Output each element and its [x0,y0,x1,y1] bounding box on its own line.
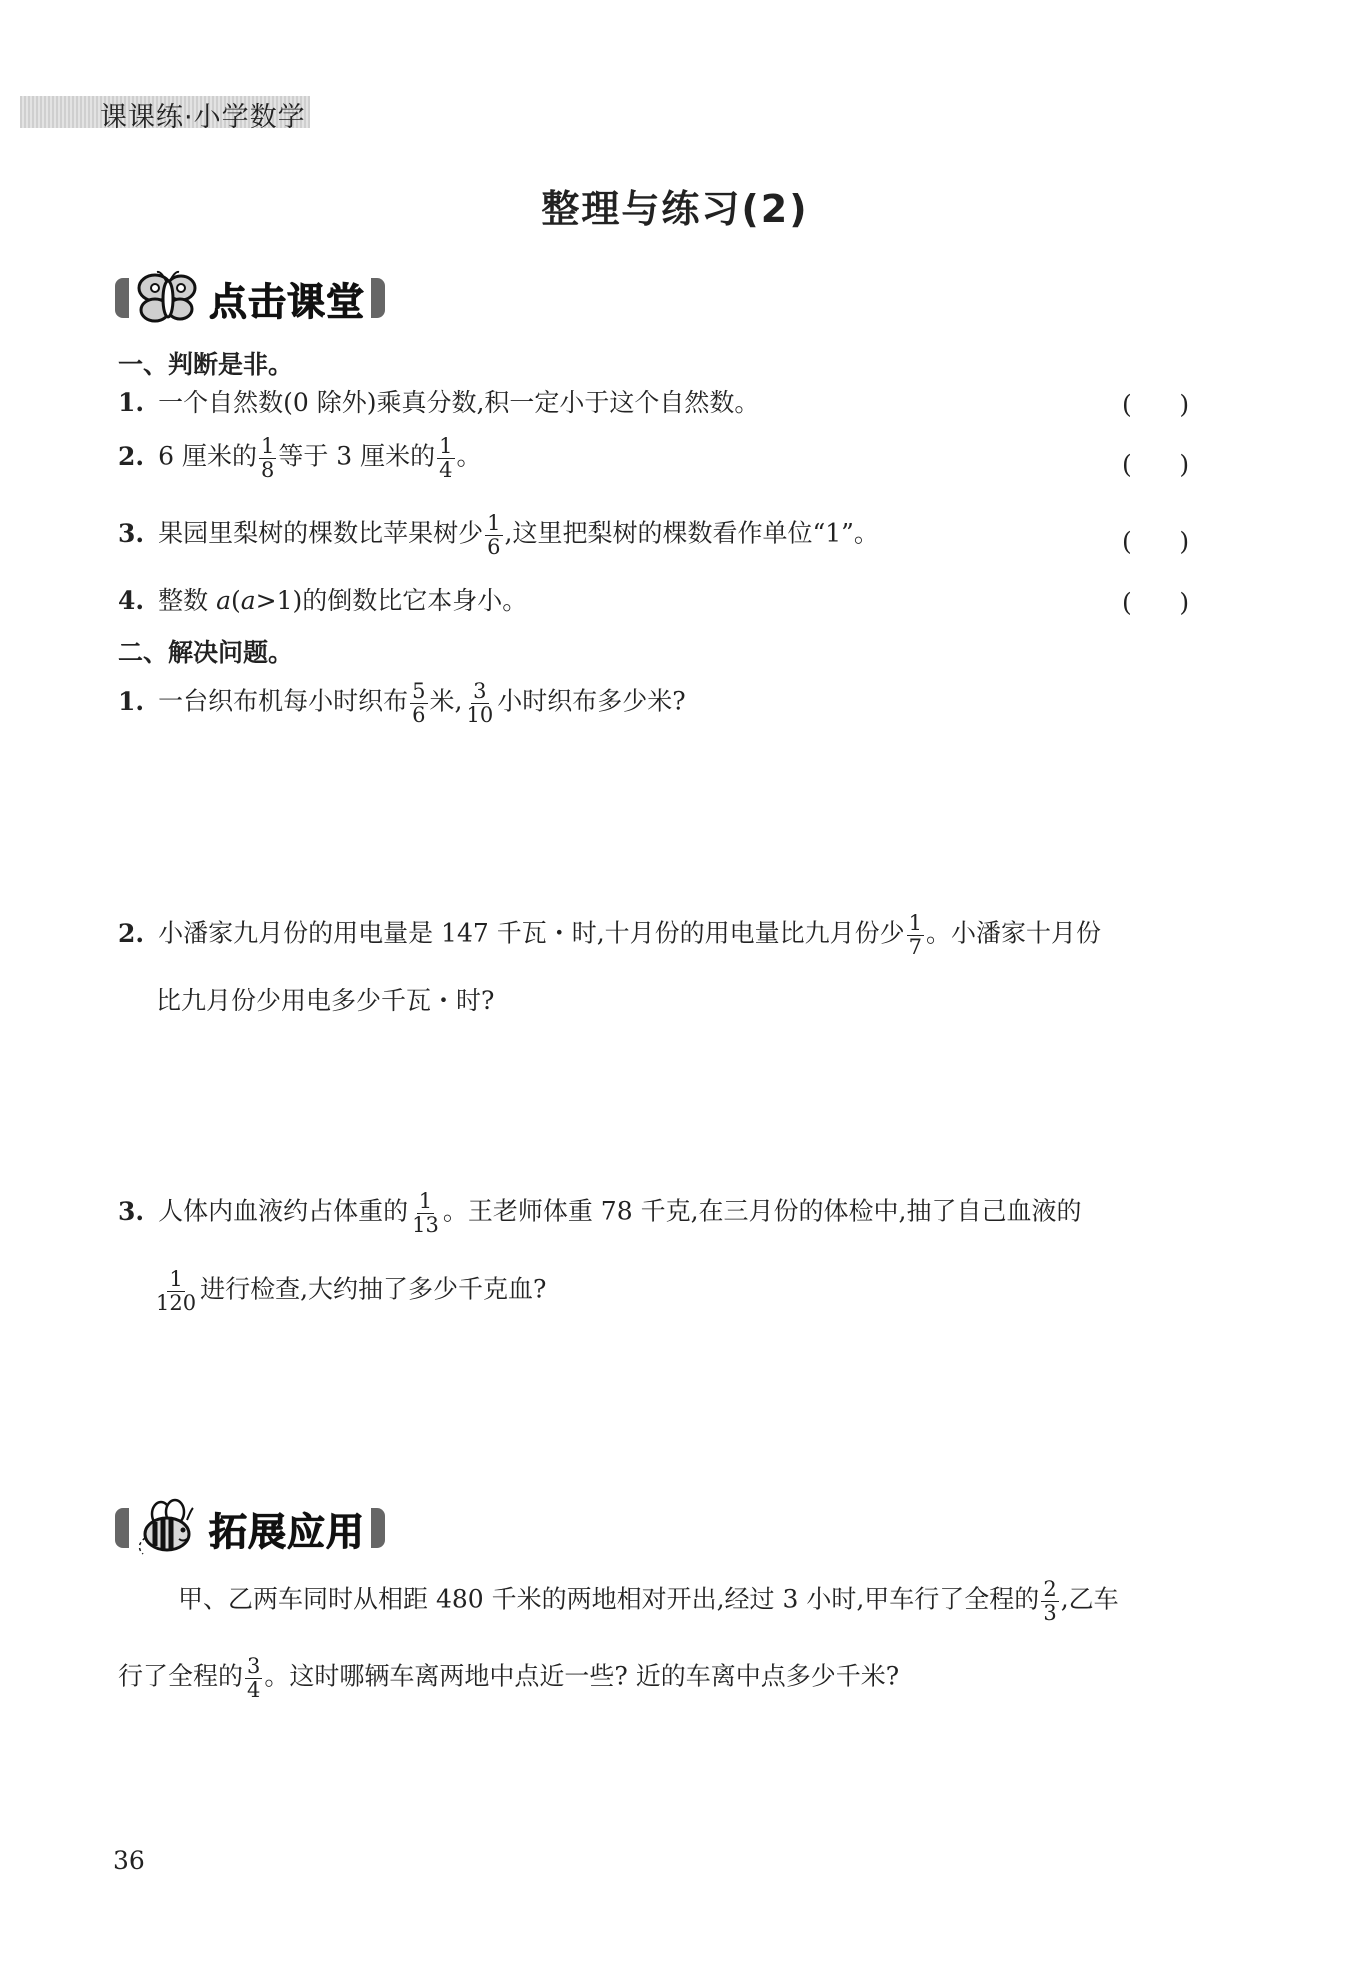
section-banner-classroom [115,268,385,328]
fraction: $\frac{3}{10}$ [466,679,494,727]
problem-2: 2. 小潘家九月份的用电量是 147 千瓦・时,十月份的用电量比九月份少 $\frac{1}{7}$ 。小潘家十月份 [118,911,1102,959]
bee-icon [133,1498,203,1558]
problem-3-line-2: $\frac{1}{120}$ 进行检查,大约抽了多少千克血? [156,1267,547,1315]
extension-problem-line-2: 行了全程的 $\frac{3}{4}$ 。这时哪辆车离两地中点近一些? 近的车离中点多少千米? [118,1654,900,1702]
section-heading-problems: 二、解决问题。 [118,638,294,667]
banner-right-cap [371,278,385,318]
section-heading-judge: 一、判断是非。 [118,350,294,379]
section-banner-label: 拓展应用 [209,1509,366,1554]
fraction: $\frac{1}{7}$ [908,911,923,959]
judge-item-2: 2. 6 厘米的 $\frac{1}{8}$ 等于 3 厘米的 $\frac{1}{4}$ 。 [118,434,482,482]
page-number: 36 [113,1846,145,1875]
banner-left-cap [115,278,129,318]
banner-right-cap [371,1508,385,1548]
fraction: $\frac{1}{6}$ [487,511,501,559]
judge-item-3: 3. 果园里梨树的棵数比苹果树少 $\frac{1}{6}$ ,这里把梨树的棵数看作单位“1”。 [118,511,879,559]
answer-blank-2[interactable]: ( ) [1122,450,1190,479]
fraction: $\frac{2}{3}$ [1043,1577,1057,1625]
banner-left-cap [115,1508,129,1548]
fraction: $\frac{1}{120}$ [156,1267,197,1315]
judge-item-1: 1. 一个自然数(0 除外)乘真分数,积一定小于这个自然数。 [118,388,760,417]
fraction: $\frac{5}{6}$ [412,679,426,727]
extension-problem-line-1: 甲、乙两车同时从相距 480 千米的两地相对开出,经过 3 小时,甲车行了全程的 $\frac{2}{3}$ ,乙车 [178,1577,1119,1625]
section-banner-extension [115,1498,385,1558]
page-title: 整理与练习(2) [541,187,809,231]
section-banner-label: 点击课堂 [209,279,366,324]
judge-item-4: 4. 整数 a(a>1)的倒数比它本身小。 [118,586,528,615]
book-series-title: 课课练·小学数学 [100,102,306,133]
answer-blank-1[interactable]: ( ) [1122,390,1190,419]
fraction: $\frac{1}{8}$ [260,434,275,482]
fraction: $\frac{1}{4}$ [439,434,453,482]
problem-3: 3. 人体内血液约占体重的 $\frac{1}{13}$ 。王老师体重 78 千克,在三月份的体检中,抽了自己血液的 [118,1189,1082,1237]
fraction: $\frac{3}{4}$ [247,1654,261,1702]
answer-blank-3[interactable]: ( ) [1122,527,1190,556]
problem-1: 1. 一台织布机每小时织布 $\frac{5}{6}$ 米, $\frac{3}{10}$ 小时织布多少米? [118,679,686,727]
fraction: $\frac{1}{13}$ [412,1189,439,1237]
answer-blank-4[interactable]: ( ) [1122,588,1190,617]
problem-2-line-2: 比九月份少用电多少千瓦・时? [156,986,495,1015]
butterfly-icon [133,268,203,328]
